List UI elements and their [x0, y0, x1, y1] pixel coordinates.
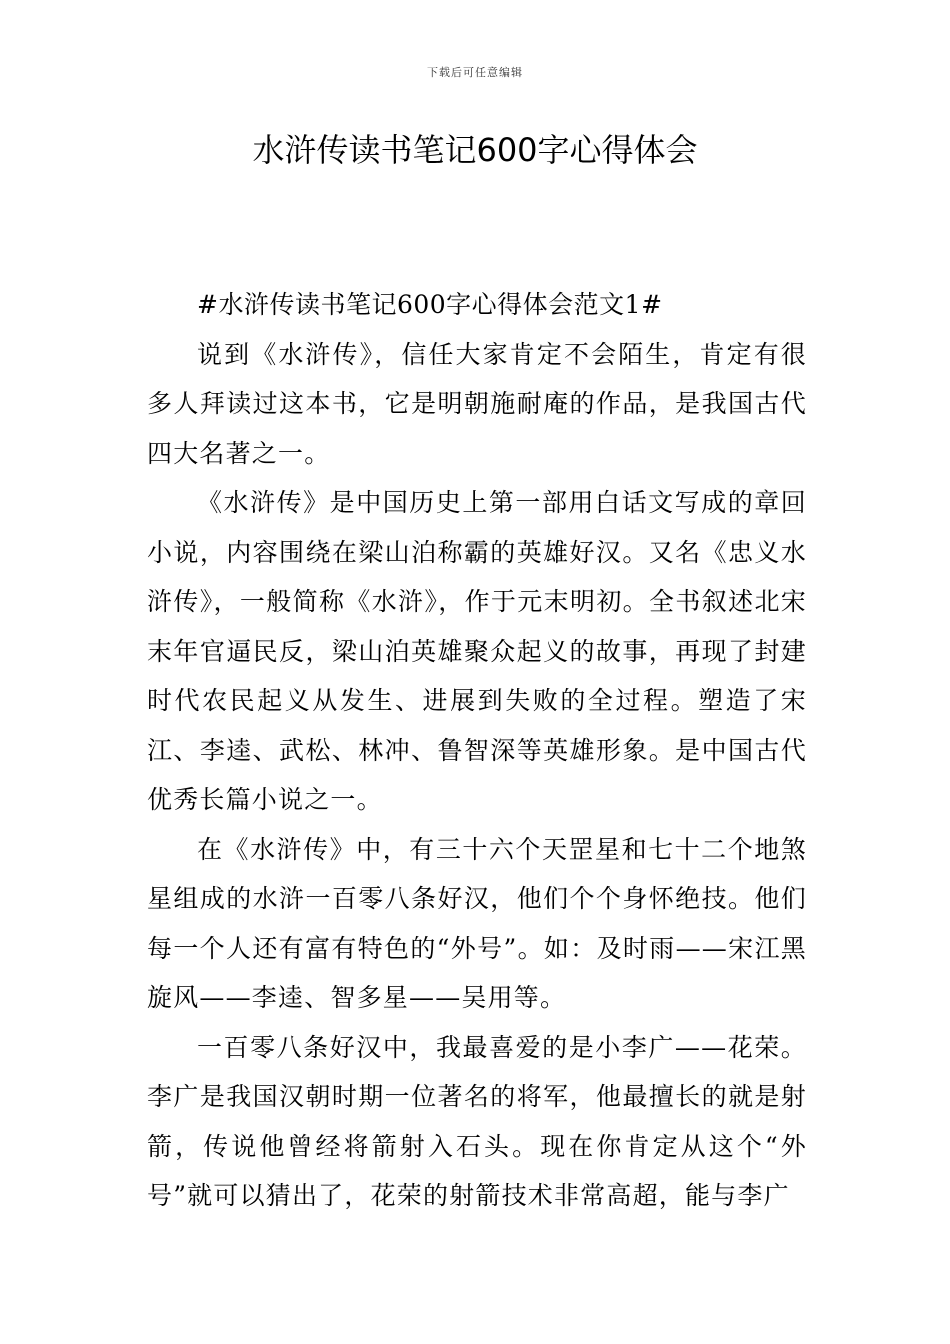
paragraph: 说到《水浒传》，信任大家肯定不会陌生，肯定有很多人拜读过这本书，它是明朝施耐庵的作品，是我国古代四大名著之一。 — [147, 339, 807, 468]
paragraph: 一百零八条好汉中，我最喜爱的是小李广——花荣。李广是我国汉朝时期一位著名的将军，他最擅长的就是射箭，传说他曾经将箭射入石头。现在你肯定从这个“外号”就可以猜出了，花荣的射箭技术非常高超，能与李广 — [147, 1032, 807, 1210]
header-note: 下载后可任意编辑 — [427, 66, 523, 79]
section-heading: #水浒传读书笔记600字心得体会范文1# — [197, 290, 663, 319]
document-title: 水浒传读书笔记600字心得体会 — [252, 131, 698, 169]
paragraph: 在《水浒传》中，有三十六个天罡星和七十二个地煞星组成的水浒一百零八条好汉，他们个个身怀绝技。他们每一个人还有富有特色的“外号”。如：及时雨——宋江黑旋风——李逵、智多星——吴用等。 — [147, 834, 807, 1012]
document-body — [147, 280, 807, 1221]
paragraph: 《水浒传》是中国历史上第一部用白话文写成的章回小说，内容围绕在梁山泊称霸的英雄好汉。又名《忠义水浒传》，一般简称《水浒》，作于元末明初。全书叙述北宋末年官逼民反，梁山泊英雄聚众起义的故事，再现了封建时代农民起义从发生、进展到失败的全过程。塑造了宋江、李逵、武松、林冲、鲁智深等英雄形象。是中国古代优秀长篇小说之一。 — [147, 488, 807, 814]
